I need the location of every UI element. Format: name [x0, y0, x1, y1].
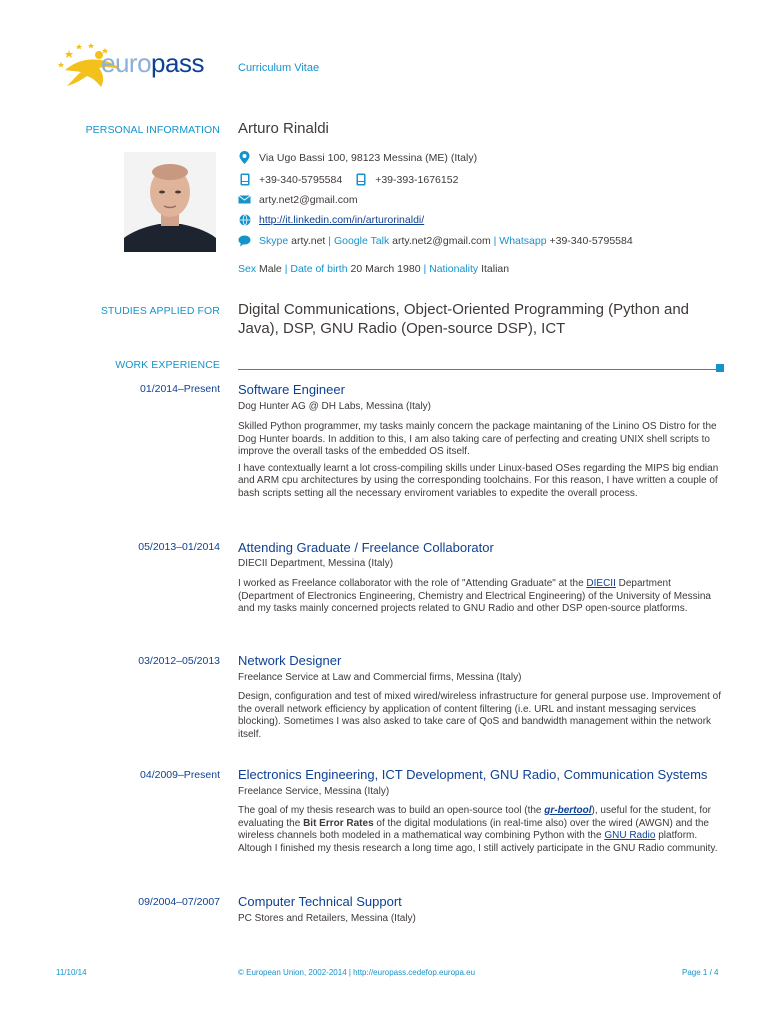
whatsapp-value: +39-340-5795584: [549, 234, 633, 247]
studies-line-2: Java), DSP, GNU Radio (Open-source DSP), ICT: [238, 320, 566, 337]
personal-info-label: PERSONAL INFORMATION: [85, 124, 220, 136]
skype-value: arty.net: [291, 234, 326, 247]
email-text[interactable]: arty.net2@gmail.com: [259, 193, 358, 206]
job-employer: Dog Hunter AG @ DH Labs, Messina (Italy): [238, 401, 431, 412]
section-divider: [238, 369, 716, 370]
person-name: Arturo Rinaldi: [238, 120, 329, 137]
footer-date: 11/10/14: [56, 968, 87, 977]
job-text: of the digital modulations (in real-time also) over the wired (AWGN) and the wireless channels both modeled in a mathematical way combining Python with the: [238, 817, 709, 841]
job-employer: DIECII Department, Messina (Italy): [238, 558, 394, 569]
envelope-icon: [238, 193, 251, 206]
job-description: Design, configuration and test of mixed wired/wireless infrastructure for general purpose use. Improvement of the overall network efficiency by application of content filtering (i.e. URL and instant messaging services blocking). Sometimes I was also asked to take care of QoS and bandwidth management within the network itself.: [238, 691, 722, 740]
job-date: 01/2014–Present: [140, 383, 220, 395]
mobile-phone-icon: [238, 173, 251, 186]
job-bold-text: Bit Error Rates: [303, 817, 374, 829]
phone2-text[interactable]: +39-393-1676152: [375, 173, 459, 186]
separator: |: [423, 263, 427, 275]
im-row: [238, 234, 633, 247]
website-row: [238, 213, 424, 226]
whatsapp-label: Whatsapp: [499, 234, 547, 247]
job-paragraph: Skilled Python programmer, my tasks mainly concern the package maintaning of the Linino OS Distro for the Dog Hunter boards. In addition to this, I am also taking care of perfecting and creating UNIX shell scripts to improve the overall tasks of the embedded OS itself.: [238, 421, 717, 457]
phone1-text[interactable]: +39-340-5795584: [259, 173, 343, 186]
job-title: Software Engineer: [238, 382, 345, 397]
studies-text: [238, 300, 689, 338]
linkedin-link[interactable]: http://it.linkedin.com/in/arturorinaldi/: [259, 213, 425, 226]
job-date: 09/2004–07/2007: [138, 896, 220, 908]
profile-photo: [124, 152, 216, 252]
job-text: ), useful for the student, for evaluating the: [238, 805, 712, 829]
globe-icon: [238, 213, 251, 226]
logo-euro: euro: [101, 48, 152, 78]
dob-label: Date of birth: [290, 263, 348, 275]
footer-page: Page 1 / 4: [682, 968, 719, 977]
separator: |: [284, 263, 288, 275]
sex-value: Male: [259, 263, 282, 275]
job-text: The goal of my thesis research was to build an open-source tool (the: [238, 805, 545, 816]
separator: |: [493, 234, 497, 247]
job-text: Department (Department of Electronics Engineering, Chemistry and Electrical Engineering) of the University of Messina and my tasks mainly concerned projects related to GNU Radio and other DSP open-source platforms.: [238, 578, 711, 614]
job-title: Computer Technical Support: [238, 894, 402, 909]
job-title: Electronics Engineering, ICT Development, GNU Radio, Communication Systems: [238, 767, 708, 782]
studies-label: STUDIES APPLIED FOR: [100, 305, 220, 317]
studies-line-1: Digital Communications, Object-Oriented Programming (Python and: [238, 301, 690, 318]
job-text: I worked as Freelance collaborator with the role of "Attending Graduate" at the: [238, 578, 587, 589]
gtalk-value: arty.net2@gmail.com: [392, 234, 491, 247]
location-pin-icon: [238, 151, 251, 164]
job-paragraph: I have contextually learnt a lot cross-compiling skills under Linux-based OSes regarding the MIPS big endian and ARM cpu architectures by using the corresponding toolchains. For this reason, I have written a couple of bash scripts setting all the necessary enviroment variables to expedite the overall process.: [238, 462, 719, 499]
job-description: [238, 805, 725, 855]
gtalk-label: Google Talk: [333, 234, 390, 247]
job-description: [238, 578, 725, 616]
phone-row: [238, 173, 458, 186]
job-employer: Freelance Service at Law and Commercial firms, Messina (Italy): [238, 672, 522, 683]
email-row: [238, 193, 358, 206]
dob-value: 20 March 1980: [350, 263, 421, 275]
chat-bubble-icon: [238, 234, 251, 247]
job-text: platform. Altough I finished my thesis research a long time ago, I still actively participate in the GNU Radio community.: [238, 830, 718, 854]
sex-label: Sex: [238, 263, 257, 275]
job-date: 04/2009–Present: [140, 769, 220, 781]
gr-bertool-link[interactable]: gr-bertool: [544, 805, 592, 816]
separator: |: [328, 234, 332, 247]
address-row: [238, 151, 477, 164]
job-date: 05/2013–01/2014: [138, 541, 220, 553]
nationality-value: Italian: [481, 263, 510, 275]
job-description: [238, 421, 725, 500]
logo-pass: pass: [151, 48, 204, 78]
job-employer: PC Stores and Retailers, Messina (Italy): [238, 913, 416, 924]
nationality-label: Nationality: [429, 263, 479, 275]
footer-copyright: © European Union, 2002-2014 | http://europass.cedefop.europa.eu: [238, 968, 476, 977]
job-title: Attending Graduate / Freelance Collaborator: [238, 540, 494, 555]
address-text: Via Ugo Bassi 100, 98123 Messina (ME) (Italy): [259, 151, 478, 164]
job-title: Network Designer: [238, 653, 342, 668]
section-divider-square: [716, 364, 724, 372]
gnu-radio-link[interactable]: GNU Radio: [604, 830, 656, 841]
europass-logo: [55, 40, 225, 90]
personal-details-row: [238, 263, 509, 275]
doc-type: Curriculum Vitae: [238, 62, 320, 74]
skype-label: Skype: [259, 234, 289, 247]
mobile-phone-icon-2: [354, 173, 367, 186]
work-experience-label: WORK EXPERIENCE: [115, 359, 220, 371]
diecii-link[interactable]: DIECII: [586, 578, 616, 589]
job-employer: Freelance Service, Messina (Italy): [238, 786, 390, 797]
job-date: 03/2012–05/2013: [138, 655, 220, 667]
